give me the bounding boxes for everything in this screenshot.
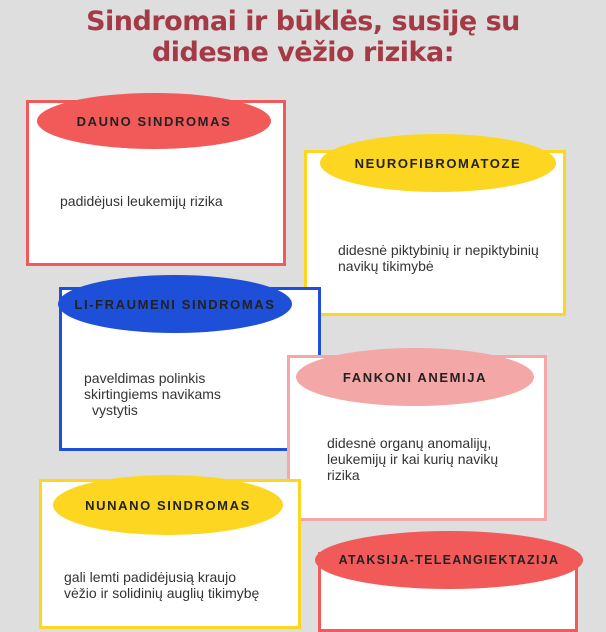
label-dauno: DAUNO SINDROMAS — [37, 93, 271, 149]
label-li-fraumeni: LI-FRAUMENI SINDROMAS — [58, 275, 292, 333]
card-dauno-text: padidėjusi leukemijų rizika — [60, 193, 223, 209]
label-nunano: NUNANO SINDROMAS — [53, 475, 283, 535]
title-line-1: Sindromai ir būklės, susiję su — [86, 6, 520, 37]
label-fankoni: FANKONI ANEMIJA — [296, 348, 534, 406]
label-ataksija: ATAKSIJA-TELEANGIEKTAZIJA — [315, 531, 583, 589]
card-nunano-text: gali lemti padidėjusią kraujo vėžio ir solidinių auglių tikimybę — [64, 569, 260, 601]
card-li-fraumeni-text: paveldimas polinkis skirtingiems navikams vystytis — [84, 370, 221, 418]
label-neurofibromatoze: NEUROFIBROMATOZE — [320, 134, 556, 192]
card-fankoni-text: didesnė organų anomalijų, leukemijų ir kai kurių navikų rizika — [327, 435, 499, 483]
card-neurofibromatoze-text: didesnė piktybinių ir nepiktybinių navikų tikimybė — [338, 242, 539, 274]
page-title — [0, 6, 606, 68]
title-line-2: didesne vėžio rizika: — [151, 37, 455, 68]
